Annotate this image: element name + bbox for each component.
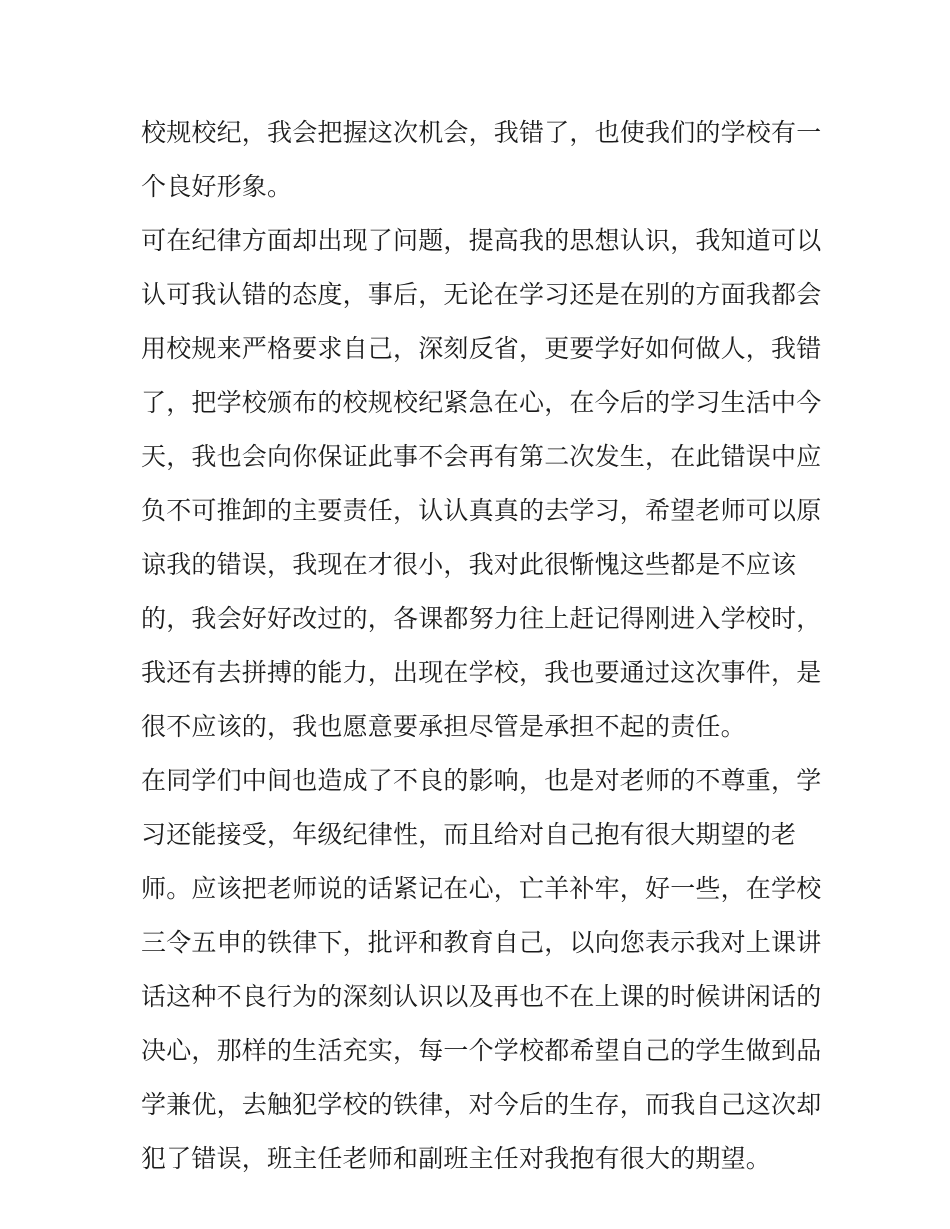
text-line: 个良好形象。: [141, 172, 293, 201]
text-line: 在同学们中间也造成了不良的影响，也是对老师的不尊重，学: [141, 766, 822, 795]
text-line: 谅我的错误，我现在才很小，我对此很惭愧这些都是不应该: [141, 550, 797, 579]
text-line: 了，把学校颁布的校规校纪紧急在心，在今后的学习生活中今: [141, 388, 822, 417]
text-line: 很不应该的，我也愿意要承担尽管是承担不起的责任。: [141, 712, 746, 741]
text-line: 话这种不良行为的深刻认识以及再也不在上课的时候讲闲话的: [141, 982, 822, 1011]
text-line: 三令五申的铁律下，批评和教育自己，以向您表示我对上课讲: [141, 928, 822, 957]
text-line: 师。应该把老师说的话紧记在心，亡羊补牢，好一些，在学校: [141, 874, 822, 903]
document-body: [141, 106, 821, 1186]
text-line: 认可我认错的态度，事后，无论在学习还是在别的方面我都会: [141, 280, 822, 309]
text-line: 犯了错误，班主任老师和副班主任对我抱有很大的期望。: [141, 1144, 772, 1173]
text-line: 习还能接受，年级纪律性，而且给对自己抱有很大期望的老: [141, 820, 797, 849]
text-line: 负不可推卸的主要责任，认认真真的去学习，希望老师可以原: [141, 496, 822, 525]
text-line: 用校规来严格要求自己，深刻反省，更要学好如何做人，我错: [141, 334, 822, 363]
text-line: 可在纪律方面却出现了问题，提高我的思想认识，我知道可以: [141, 226, 822, 255]
text-line: 校规校纪，我会把握这次机会，我错了，也使我们的学校有一: [141, 118, 822, 147]
text-line: 的，我会好好改过的，各课都努力往上赶记得刚进入学校时，: [141, 604, 822, 633]
text-line: 学兼优，去触犯学校的铁律，对今后的生存，而我自己这次却: [141, 1090, 822, 1119]
text-line: 天，我也会向你保证此事不会再有第二次发生，在此错误中应: [141, 442, 822, 471]
text-line: 决心，那样的生活充实，每一个学校都希望自己的学生做到品: [141, 1036, 822, 1065]
text-line: 我还有去拼搏的能力，出现在学校，我也要通过这次事件，是: [141, 658, 822, 687]
